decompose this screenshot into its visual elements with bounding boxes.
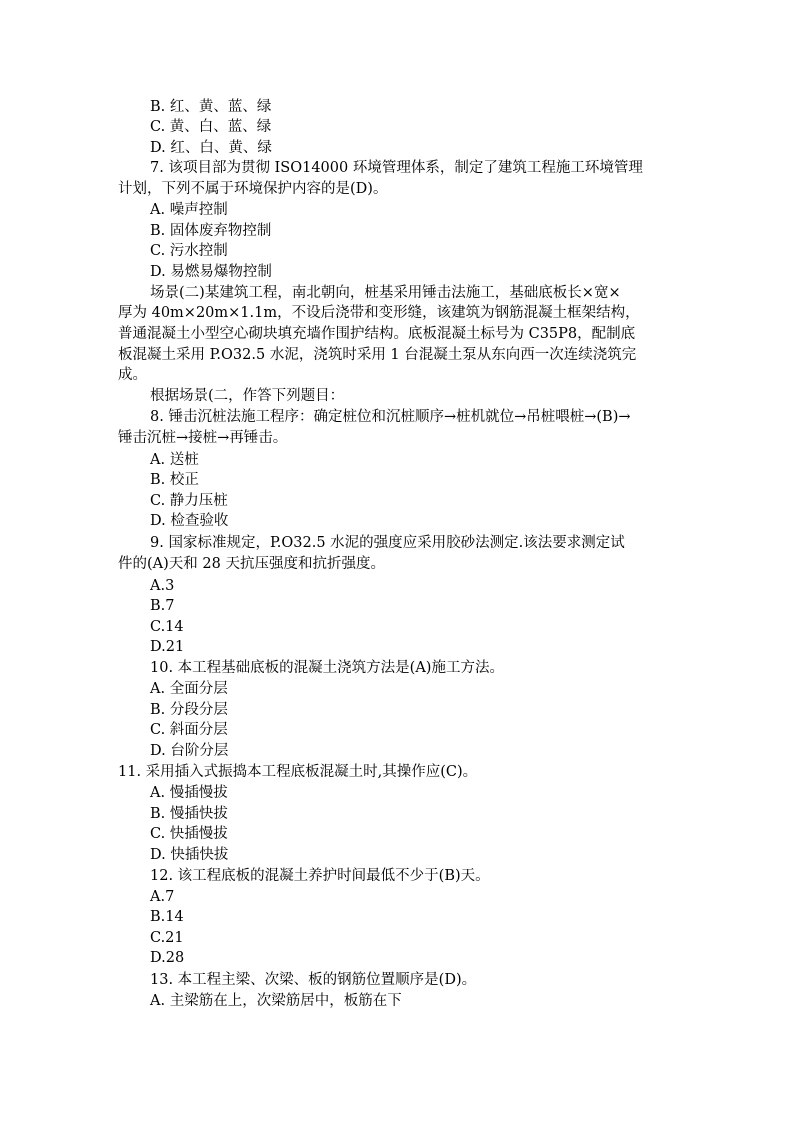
option-c-colors: C. 黄、白、蓝、绿 [150,119,272,135]
question-8: 8. 锤击沉桩法施工程序：确定桩位和沉桩顺序→桩机就位→吊桩喂桩→(B)→ [150,409,631,425]
scenario-2-line-3: 普通混凝土小型空心砌块填充墙作围护结构。底板混凝土标号为 C35P8，配制底 [118,326,636,342]
scenario-2-prompt: 根据场景(二，作答下列题目： [150,388,345,404]
q11-option-c: C. 快插慢拔 [150,826,228,842]
q11-option-d: D. 快插快拔 [150,847,229,863]
q9-option-d: D.21 [150,639,185,655]
q12-option-c: C.21 [150,930,184,946]
scenario-2-line-5: 成。 [118,367,147,383]
q7-option-c: C. 污水控制 [150,243,228,259]
scenario-2-line-4: 板混凝土采用 P.O32.5 水泥，浇筑时采用 1 台混凝土泵从东向西一次连续浇筑完 [118,347,637,363]
q9-option-a: A.3 [150,578,175,594]
q10-option-c: C. 斜面分层 [150,722,228,738]
q12-option-b: B.14 [150,909,184,925]
q11-option-b: B. 慢插快拔 [150,806,228,822]
q8-option-a: A. 送桩 [150,452,199,468]
q10-option-d: D. 台阶分层 [150,743,229,759]
q11-option-a: A. 慢插慢拔 [150,785,228,801]
q9-option-c: C.14 [150,619,184,635]
option-d-colors: D. 红、白、黄、绿 [150,140,272,156]
question-12: 12. 该工程底板的混凝土养护时间最低不少于(B)天。 [150,868,490,884]
question-13: 13. 本工程主梁、次梁、板的钢筋位置顺序是(D)。 [150,972,477,988]
q9-option-b: B.7 [150,598,175,614]
question-8-cont: 锤击沉桩→接桩→再锤击。 [118,430,288,446]
question-7: 7. 该项目部为贯彻 ISO14000 环境管理体系，制定了建筑工程施工环境管理 [150,160,643,176]
question-11: 11. 采用插入式振捣本工程底板混凝土时,其操作应(C)。 [118,764,478,780]
q10-option-b: B. 分段分层 [150,702,228,718]
q10-option-a: A. 全面分层 [150,681,228,697]
q8-option-d: D. 检查验收 [150,513,229,529]
scenario-2-line-2: 厚为 40m×20m×1.1m，不设后浇带和变形缝，该建筑为钢筋混凝土框架结构， [118,305,640,321]
q7-option-a: A. 噪声控制 [150,202,228,218]
q12-option-a: A.7 [150,889,175,905]
question-10: 10. 本工程基础底板的混凝土浇筑方法是(A)施工方法。 [150,660,504,676]
option-b-colors: B. 红、黄、蓝、绿 [150,99,272,115]
question-7-cont: 计划，下列不属于环境保护内容的是(D)。 [118,181,388,197]
q7-option-b: B. 固体废弃物控制 [150,223,272,239]
scenario-2-line-1: 场景(二)某建筑工程，南北朝向，桩基采用锤击法施工，基础底板长×宽× [150,285,621,301]
q8-option-c: C. 静力压桩 [150,493,228,509]
question-9: 9. 国家标准规定，P.O32.5 水泥的强度应采用胶砂法测定.该法要求测定试 [150,535,625,551]
q8-option-b: B. 校正 [150,472,199,488]
q12-option-d: D.28 [150,950,185,966]
question-9-cont: 件的(A)天和 28 天抗压强度和抗折强度。 [118,556,385,572]
q7-option-d: D. 易燃易爆物控制 [150,264,272,280]
q13-option-a: A. 主梁筋在上，次梁筋居中，板筋在下 [150,993,402,1009]
